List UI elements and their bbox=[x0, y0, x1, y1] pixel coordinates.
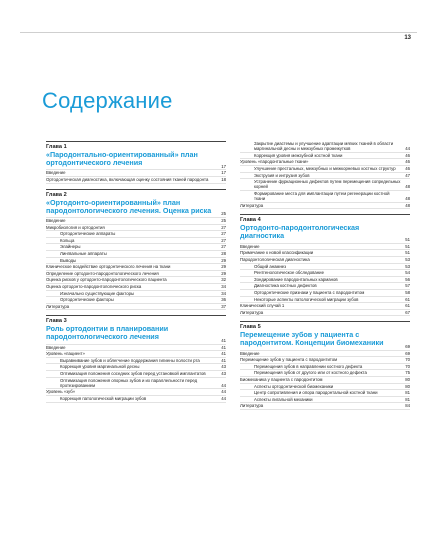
toc-entry bbox=[46, 364, 226, 371]
toc-entry bbox=[240, 153, 410, 160]
toc-entry-page: 41 bbox=[221, 357, 226, 363]
toc-entry bbox=[240, 390, 410, 397]
toc-entry bbox=[46, 271, 226, 278]
toc-entry-text: Ортодонтические аппараты bbox=[60, 231, 116, 237]
toc-entry bbox=[46, 284, 226, 291]
toc-entry-text: Введение bbox=[240, 350, 260, 356]
toc-entry-page: 67 bbox=[405, 309, 410, 315]
toc-entry bbox=[46, 170, 226, 177]
toc-entry-page: 43 bbox=[221, 371, 226, 377]
toc-entry-page: 80 bbox=[405, 383, 410, 389]
toc-entry bbox=[240, 397, 410, 404]
toc-entry bbox=[46, 396, 226, 403]
toc-entry-page: 61 bbox=[405, 296, 410, 302]
toc-entry-page: 44 bbox=[221, 382, 226, 388]
toc-entry-text: Коррекция патологической миграции зубов bbox=[60, 396, 147, 402]
toc-entry-text: Оценка ортодонто-пародонтологического риска bbox=[46, 283, 142, 289]
toc-entry-text: Лингвальные аппараты bbox=[60, 250, 107, 256]
toc-entry-page: 34 bbox=[221, 283, 226, 289]
toc-left-column bbox=[46, 141, 226, 403]
toc-entry-page: 70 bbox=[405, 363, 410, 369]
chapter-title: Ортодонто-пародонтологическая диагностика bbox=[240, 223, 360, 241]
toc-entry bbox=[46, 297, 226, 304]
toc-entry-page: 25 bbox=[221, 217, 226, 223]
toc-entry-text: Изначально существующие факторы bbox=[60, 290, 135, 296]
page-title: Содержание bbox=[42, 88, 173, 113]
toc-entry bbox=[240, 191, 410, 203]
toc-entry-page: 44 bbox=[221, 389, 226, 395]
toc-entry bbox=[240, 290, 410, 297]
toc-entry bbox=[46, 264, 226, 271]
toc-right-column bbox=[240, 141, 410, 410]
toc-entry-text: Оценка рисков у ортодонто-пародонтологического пациента bbox=[46, 277, 167, 283]
toc-entry bbox=[46, 351, 226, 358]
toc-entry bbox=[240, 244, 410, 251]
toc-entry-text: Перемещение зубов у пациента с пародонтитом bbox=[240, 357, 338, 363]
toc-entry-page: 29 bbox=[221, 264, 226, 270]
chapter-title: «Пародонтально-ориентированный» план ортодонтического лечения bbox=[46, 150, 198, 167]
chapter-page: 17 bbox=[221, 163, 226, 169]
toc-entry-page: 81 bbox=[405, 396, 410, 402]
toc-entry-text: Уровень «пациент» bbox=[46, 351, 85, 357]
toc-entry bbox=[46, 304, 226, 311]
toc-entry-text: Улучшение престальных, межзубных и межкорневых костных структур bbox=[254, 165, 396, 171]
toc-entry-page: 27 bbox=[221, 231, 226, 237]
toc-entry-text: Определение ортодонто-пародонтологического лечения bbox=[46, 270, 159, 276]
toc-entry bbox=[240, 310, 410, 317]
toc-entry-page: 41 bbox=[221, 351, 226, 357]
page-number: 13 bbox=[404, 35, 411, 41]
toc-entry-page: 17 bbox=[221, 170, 226, 176]
chapter-title-row bbox=[240, 223, 410, 243]
chapter-title: Роль ортодонтии в планировании пародонтологического лечения bbox=[46, 324, 169, 342]
toc-entry bbox=[46, 358, 226, 365]
toc-entry-page: 51 bbox=[405, 250, 410, 256]
toc-entry-page: 80 bbox=[405, 377, 410, 383]
toc-entry-text: Клиническое воздействие ортодонтического лечения на ткани bbox=[46, 264, 171, 270]
toc-entry-page: 28 bbox=[221, 250, 226, 256]
toc-entry-page: 36 bbox=[221, 297, 226, 303]
toc-entry-text: Выводы bbox=[60, 257, 77, 263]
chapter-title-row bbox=[46, 324, 226, 344]
toc-entry bbox=[46, 345, 226, 352]
chapter-title: «Ортодонто-ориентированный» план пародонтологического лечения. Оценка риска bbox=[46, 197, 212, 215]
toc-entry-text: Центр сопротивления и опора пародонтальной костной ткани bbox=[254, 390, 378, 396]
chapter-title: Перемещение зубов у пациента с пародонтитом. Концепции биомеханики bbox=[240, 330, 384, 348]
toc-entry-text: Ортодонтические факторы bbox=[60, 297, 114, 303]
toc-entry bbox=[240, 370, 410, 377]
toc-entry-page: 32 bbox=[221, 277, 226, 283]
toc-entry-text: Коррекция уровня межзубной костной ткани bbox=[254, 152, 343, 158]
toc-entry bbox=[240, 159, 410, 166]
toc-entry-page: 34 bbox=[221, 290, 226, 296]
toc-entry-page: 84 bbox=[405, 403, 410, 409]
toc-entry-page: 61 bbox=[405, 303, 410, 309]
toc-entry bbox=[240, 403, 410, 410]
toc-entry-text: Аспекты лигальной механики bbox=[254, 396, 313, 402]
toc-entry bbox=[240, 141, 410, 153]
toc-entry-page: 29 bbox=[221, 270, 226, 276]
toc-entry-text: Ортодонтическая диагностика, включающая оценку состояния тканей пародонта bbox=[46, 176, 209, 182]
toc-entry-text: Введение bbox=[46, 217, 66, 223]
toc-entry bbox=[240, 364, 410, 371]
chapter-page: 25 bbox=[221, 211, 226, 217]
toc-entry-page: 46 bbox=[405, 165, 410, 171]
toc-entry-page: 53 bbox=[405, 256, 410, 262]
toc-entry-text: Перемещения зубов в направлении костного дефекта bbox=[254, 363, 363, 369]
toc-entry-page: 81 bbox=[405, 390, 410, 396]
toc-entry bbox=[46, 244, 226, 251]
chapter-label: Глава 4 bbox=[240, 214, 410, 223]
toc-entry-text: Уровень «зуб» bbox=[46, 389, 76, 395]
toc-entry bbox=[46, 231, 226, 238]
toc-entry-text: Пародонтологическая диагностика bbox=[240, 256, 310, 262]
toc-entry bbox=[46, 378, 226, 390]
chapter-label: Глава 1 bbox=[46, 141, 226, 150]
toc-entry bbox=[240, 270, 410, 277]
toc-entry bbox=[240, 257, 410, 264]
toc-entry-page: 27 bbox=[221, 224, 226, 230]
toc-entry bbox=[46, 371, 226, 378]
toc-entry-text: Формирование места для имплантации путем регенерации костной ткани bbox=[254, 190, 390, 202]
toc-entry-text: Биомеханика у пациента с пародонтитом bbox=[240, 377, 323, 383]
toc-entry-text: Литература bbox=[240, 403, 264, 409]
toc-entry-page: 27 bbox=[221, 244, 226, 250]
toc-entry bbox=[46, 291, 226, 298]
toc-entry-page: 46 bbox=[405, 152, 410, 158]
toc-entry-page: 48 bbox=[405, 196, 410, 202]
toc-entry-text: Кольца bbox=[60, 237, 75, 243]
toc-entry bbox=[240, 384, 410, 391]
chapter-page: 51 bbox=[405, 237, 410, 243]
toc-entry bbox=[46, 218, 226, 225]
chapter-title-row bbox=[46, 198, 226, 218]
toc-entry-page: 56 bbox=[405, 276, 410, 282]
toc-entry bbox=[240, 166, 410, 173]
chapter-label: Глава 2 bbox=[46, 189, 226, 198]
toc-entry-page: 43 bbox=[221, 364, 226, 370]
toc-entry bbox=[240, 303, 410, 310]
toc-entry-text: Микробиология и ортодонтия bbox=[46, 224, 105, 230]
toc-entry bbox=[240, 297, 410, 304]
toc-entry-page: 69 bbox=[405, 350, 410, 356]
toc-entry bbox=[46, 177, 226, 184]
toc-entry-text: Примечание к новой классификации bbox=[240, 250, 314, 256]
toc-entry bbox=[240, 173, 410, 180]
chapter-label: Глава 3 bbox=[46, 315, 226, 324]
toc-entry-text: Уровень «пародонтальные ткани» bbox=[240, 159, 309, 165]
toc-entry-text: Перемещения зубов от другого или от костного дефекта bbox=[254, 370, 367, 376]
chapter-page: 41 bbox=[221, 338, 226, 344]
toc-entry-page: 18 bbox=[221, 176, 226, 182]
toc-entry-text: Экструзия и интрузия зубов bbox=[254, 172, 310, 178]
chapter-title-row bbox=[46, 150, 226, 170]
toc-entry-page: 53 bbox=[405, 263, 410, 269]
chapter-label: Глава 5 bbox=[240, 321, 410, 330]
toc-entry-text: Диагностика костных дефектов bbox=[254, 283, 317, 289]
toc-entry-page: 51 bbox=[405, 243, 410, 249]
toc-entry-page: 57 bbox=[405, 283, 410, 289]
toc-entry bbox=[46, 251, 226, 258]
toc-entry-text: Клинический случай 1 bbox=[240, 303, 285, 309]
toc-entry-page: 47 bbox=[405, 172, 410, 178]
toc-entry bbox=[240, 277, 410, 284]
toc-entry-page: 29 bbox=[221, 257, 226, 263]
toc-entry-text: Литература bbox=[240, 202, 264, 208]
toc-entry-page: 37 bbox=[221, 303, 226, 309]
toc-entry-text: Некоторые аспекты патологической миграции зубов bbox=[254, 296, 359, 302]
toc-entry-page: 44 bbox=[405, 146, 410, 152]
toc-entry-text: Оптимизация положения соседних зубов перед установкой имплантатов bbox=[60, 371, 206, 377]
toc-entry bbox=[46, 225, 226, 232]
toc-entry-text: Ортодонтические признаки у пациента с пародонтитом bbox=[254, 289, 365, 295]
toc-entry-text: Элайнеры bbox=[60, 244, 81, 250]
chapter-title-row bbox=[240, 330, 410, 350]
toc-entry-text: Общий анамнез bbox=[254, 263, 287, 269]
toc-entry bbox=[46, 258, 226, 265]
toc-entry bbox=[240, 264, 410, 271]
toc-entry-text: Коррекция уровня маргинальной десны bbox=[60, 364, 140, 370]
toc-entry-text: Литература bbox=[46, 303, 70, 309]
toc-entry bbox=[240, 203, 410, 210]
toc-entry-text: Введение bbox=[240, 243, 260, 249]
toc-entry bbox=[240, 351, 410, 358]
toc-entry-text: Оптимизация положения опорных зубов и их параллельности перед протезированием bbox=[60, 377, 198, 388]
toc-entry-page: 48 bbox=[405, 202, 410, 208]
toc-entry bbox=[46, 277, 226, 284]
toc-entry-text: Закрытие диастемы и улучшение адаптации мягких тканей в области маргинальной десны и межзубных промежутков bbox=[254, 141, 394, 152]
toc-entry-text: Зондирование пародонтальных карманов bbox=[254, 276, 338, 282]
toc-entry-text: Введение bbox=[46, 344, 66, 350]
toc-entry-page: 41 bbox=[221, 344, 226, 350]
header-rule bbox=[20, 32, 417, 33]
toc-entry-page: 46 bbox=[405, 159, 410, 165]
toc-entry-text: Устранение фуркационных дефектов путем перемещения сопредельных корней bbox=[254, 179, 401, 190]
toc-entry-text: Рентгенологическое обследование bbox=[254, 270, 324, 276]
toc-entry-page: 70 bbox=[405, 357, 410, 363]
toc-entry bbox=[240, 283, 410, 290]
toc-entry bbox=[46, 238, 226, 245]
toc-entry-page: 58 bbox=[405, 289, 410, 295]
toc-entry bbox=[240, 250, 410, 257]
toc-entry-page: 27 bbox=[221, 237, 226, 243]
toc-entry-page: 48 bbox=[405, 184, 410, 190]
toc-entry-text: Литература bbox=[240, 309, 264, 315]
toc-entry bbox=[46, 389, 226, 396]
toc-entry-text: Введение bbox=[46, 170, 66, 176]
toc-entry bbox=[240, 357, 410, 364]
chapter-page: 69 bbox=[405, 344, 410, 350]
toc-entry bbox=[240, 377, 410, 384]
toc-entry-page: 54 bbox=[405, 270, 410, 276]
toc-entry-page: 44 bbox=[221, 396, 226, 402]
toc-entry-text: Аспекты ортодонтической биомеханики bbox=[254, 383, 334, 389]
toc-entry-page: 75 bbox=[405, 370, 410, 376]
toc-entry bbox=[240, 179, 410, 191]
toc-entry-text: Выравнивание зубов и облегчение поддержания гигиены полости рта bbox=[60, 357, 200, 363]
